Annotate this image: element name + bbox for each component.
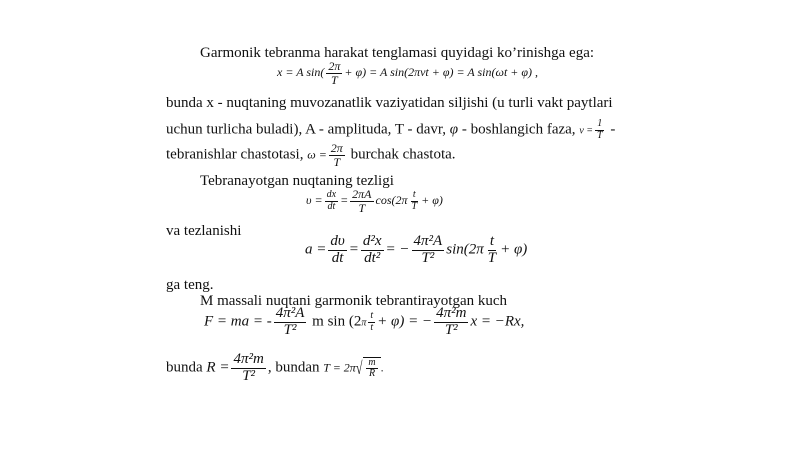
equation-force: F = ma = - $\frac{\text{4π²A}}{\text{T²}}$ m sin (2π $\frac{t}{t}$ + φ) = − $\frac{\text{4π²m}}{\text{T²}}$ x = −Rx, <box>204 305 525 338</box>
equation-velocity: υ = $\frac{dx}{dt}$ = $\frac{2\pi A}{T}$ cos(2π $\frac{t}{T}$ + φ) <box>306 187 443 215</box>
fraction-omega: $\frac{2\pi}{T}$ <box>330 141 343 169</box>
accel-intro: va tezlanishi <box>166 223 242 239</box>
equation-acceleration: a = $\frac{d\upsilon}{dt}$ = $\frac{\text{d²x}}{\text{dt²}}$ = − $\frac{\text{4π²A}}{\text{T²}}$ sin(2π $\frac{t}{T}$ + φ) <box>305 233 528 266</box>
equation-period: bunda R = $\frac{\text{4π²m}}{\text{T²}}$ , bundan T = 2π √ $\frac{m}{R}$ . <box>166 351 384 384</box>
force-intro: M massali nuqtani garmonik tebrantirayotgan kuch <box>200 293 508 309</box>
paragraph-line: uchun turlicha buladi), A - amplituda, T - davr, φ - boshlangich faza, ν = $\frac{1}{T}$ - <box>166 118 616 141</box>
equation-displacement: x = A sin( $\frac{2\pi}{T}$ + φ) = A sin(2πνt + φ) = A sin(ωt + φ) , <box>277 59 539 87</box>
intro-text: Garmonik tebranma harakat tenglamasi quyidagi ko’rinishga ega: <box>200 45 595 61</box>
square-root: √ $\frac{m}{R}$ <box>356 357 381 380</box>
fraction-2pi-over-T: $\frac{2\pi}{T}$ <box>328 59 341 87</box>
speed-intro: Tebranayotgan nuqtaning tezligi <box>200 173 394 189</box>
paragraph-line: bunda x - nuqtaning muvozanatlik vaziyatidan siljishi (u turli vakt paytlari <box>166 95 613 111</box>
fraction-1-over-T: $\frac{1}{T}$ <box>597 118 603 141</box>
ga-teng-text: ga teng. <box>166 277 214 293</box>
paragraph-line: tebranishlar chastotasi, ω = $\frac{2\pi}{T}$ burchak chastota. <box>166 141 456 169</box>
